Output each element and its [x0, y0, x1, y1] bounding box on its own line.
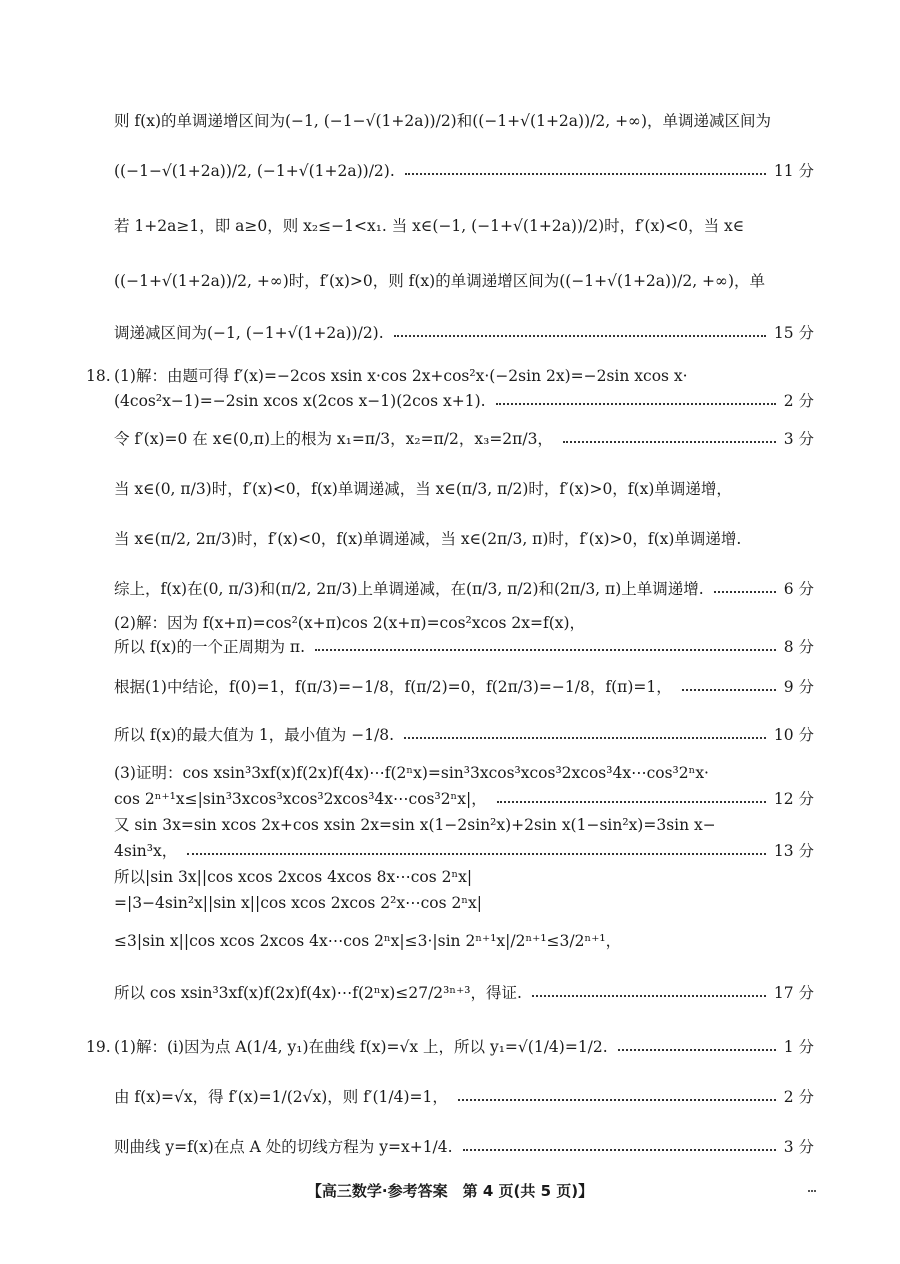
solution-line: (4cos²x−1)=−2sin xcos x(2cos x−1)(2cos x+1). 2 分	[114, 392, 814, 410]
corner-mark	[808, 1190, 816, 1194]
solution-line: 4sin³x， 13 分	[114, 842, 814, 860]
page-footer: 【高三数学·参考答案 第 4 页(共 5 页)】	[306, 1182, 594, 1200]
solution-line: 综上，f(x)在(0, π/3)和(π/2, 2π/3)上单调递减，在(π/3, π/2)和(2π/3, π)上单调递增. 6 分	[114, 580, 814, 598]
solution-line: 令 f′(x)=0 在 x∈(0,π)上的根为 x₁=π/3，x₂=π/2，x₃=2π/3， 3 分	[114, 430, 814, 448]
solution-line: 则 f(x)的单调递增区间为(−1, (−1−√(1+2a))/2)和((−1+√(1+2a))/2, +∞)，单调递减区间为	[114, 112, 772, 130]
solution-line: 当 x∈(0, π/3)时，f′(x)<0，f(x)单调递减，当 x∈(π/3, π/2)时，f′(x)>0，f(x)单调递增，	[114, 480, 732, 498]
score-label: 2 分	[783, 1088, 814, 1106]
solution-line: 由 f(x)=√x，得 f′(x)=1/(2√x)，则 f′(1/4)=1， 2 分	[114, 1088, 814, 1106]
solution-line: ≤3|sin x||cos xcos 2xcos 4x⋯cos 2ⁿx|≤3·|sin 2ⁿ⁺¹x|/2ⁿ⁺¹≤3/2ⁿ⁺¹，	[114, 932, 622, 950]
score-label: 3 分	[783, 430, 814, 448]
solution-line: 所以|sin 3x||cos xcos 2xcos 4xcos 8x⋯cos 2ⁿx|	[114, 868, 473, 886]
score-label: 9 分	[783, 678, 814, 696]
solution-line: (2)解：因为 f(x+π)=cos²(x+π)cos 2(x+π)=cos²xcos 2x=f(x)，	[114, 614, 586, 632]
score-label: 2 分	[783, 392, 814, 410]
solution-line: 所以 f(x)的一个正周期为 π. 8 分	[114, 638, 814, 656]
solution-line: ((−1−√(1+2a))/2, (−1+√(1+2a))/2). 11 分	[114, 162, 814, 180]
score-label: 12 分	[773, 790, 814, 808]
solution-line: ((−1+√(1+2a))/2, +∞)时，f′(x)>0，则 f(x)的单调递增区间为((−1+√(1+2a))/2, +∞)，单	[114, 272, 766, 290]
question-number: 19.	[86, 1038, 111, 1056]
score-label: 8 分	[783, 638, 814, 656]
solution-line: 又 sin 3x=sin xcos 2x+cos xsin 2x=sin x(1−2sin²x)+2sin x(1−sin²x)=3sin x−	[114, 816, 716, 834]
solution-line: 所以 cos xsin³3xf(x)f(2x)f(4x)⋯f(2ⁿx)≤27/2³ⁿ⁺³，得证. 17 分	[114, 984, 814, 1002]
solution-line: 若 1+2a≥1，即 a≥0，则 x₂≤−1<x₁. 当 x∈(−1, (−1+√(1+2a))/2)时，f′(x)<0，当 x∈	[114, 217, 745, 235]
solution-line: (1)解：(ⅰ)因为点 A(1/4, y₁)在曲线 f(x)=√x 上，所以 y₁=√(1/4)=1/2. 1 分	[114, 1038, 814, 1056]
score-label: 10 分	[773, 726, 814, 744]
solution-line: 则曲线 y=f(x)在点 A 处的切线方程为 y=x+1/4. 3 分	[114, 1138, 814, 1156]
solution-line: (3)证明：cos xsin³3xf(x)f(2x)f(4x)⋯f(2ⁿx)=sin³3xcos³xcos³2xcos³4x⋯cos³2ⁿx·	[114, 764, 709, 782]
solution-line: cos 2ⁿ⁺¹x≤|sin³3xcos³xcos³2xcos³4x⋯cos³2ⁿx|， 12 分	[114, 790, 814, 808]
score-label: 1 分	[783, 1038, 814, 1056]
score-label: 6 分	[783, 580, 814, 598]
score-label: 11 分	[773, 162, 814, 180]
score-label: 3 分	[783, 1138, 814, 1156]
score-label: 17 分	[773, 984, 814, 1002]
question-number: 18.	[86, 367, 111, 385]
solution-line: 调递减区间为(−1, (−1+√(1+2a))/2). 15 分	[114, 324, 814, 342]
solution-line: =|3−4sin²x||sin x||cos xcos 2xcos 2²x⋯cos 2ⁿx|	[114, 894, 482, 912]
score-label: 15 分	[773, 324, 814, 342]
score-label: 13 分	[773, 842, 814, 860]
solution-line: 所以 f(x)的最大值为 1，最小值为 −1/8. 10 分	[114, 726, 814, 744]
solution-line: 当 x∈(π/2, 2π/3)时，f′(x)<0，f(x)单调递减，当 x∈(2π/3, π)时，f′(x)>0，f(x)单调递增.	[114, 530, 742, 548]
solution-line: (1)解：由题可得 f′(x)=−2cos xsin x·cos 2x+cos²x·(−2sin 2x)=−2sin xcos x·	[114, 367, 688, 385]
solution-line: 根据(1)中结论，f(0)=1，f(π/3)=−1/8，f(π/2)=0，f(2π/3)=−1/8，f(π)=1， 9 分	[114, 678, 814, 696]
